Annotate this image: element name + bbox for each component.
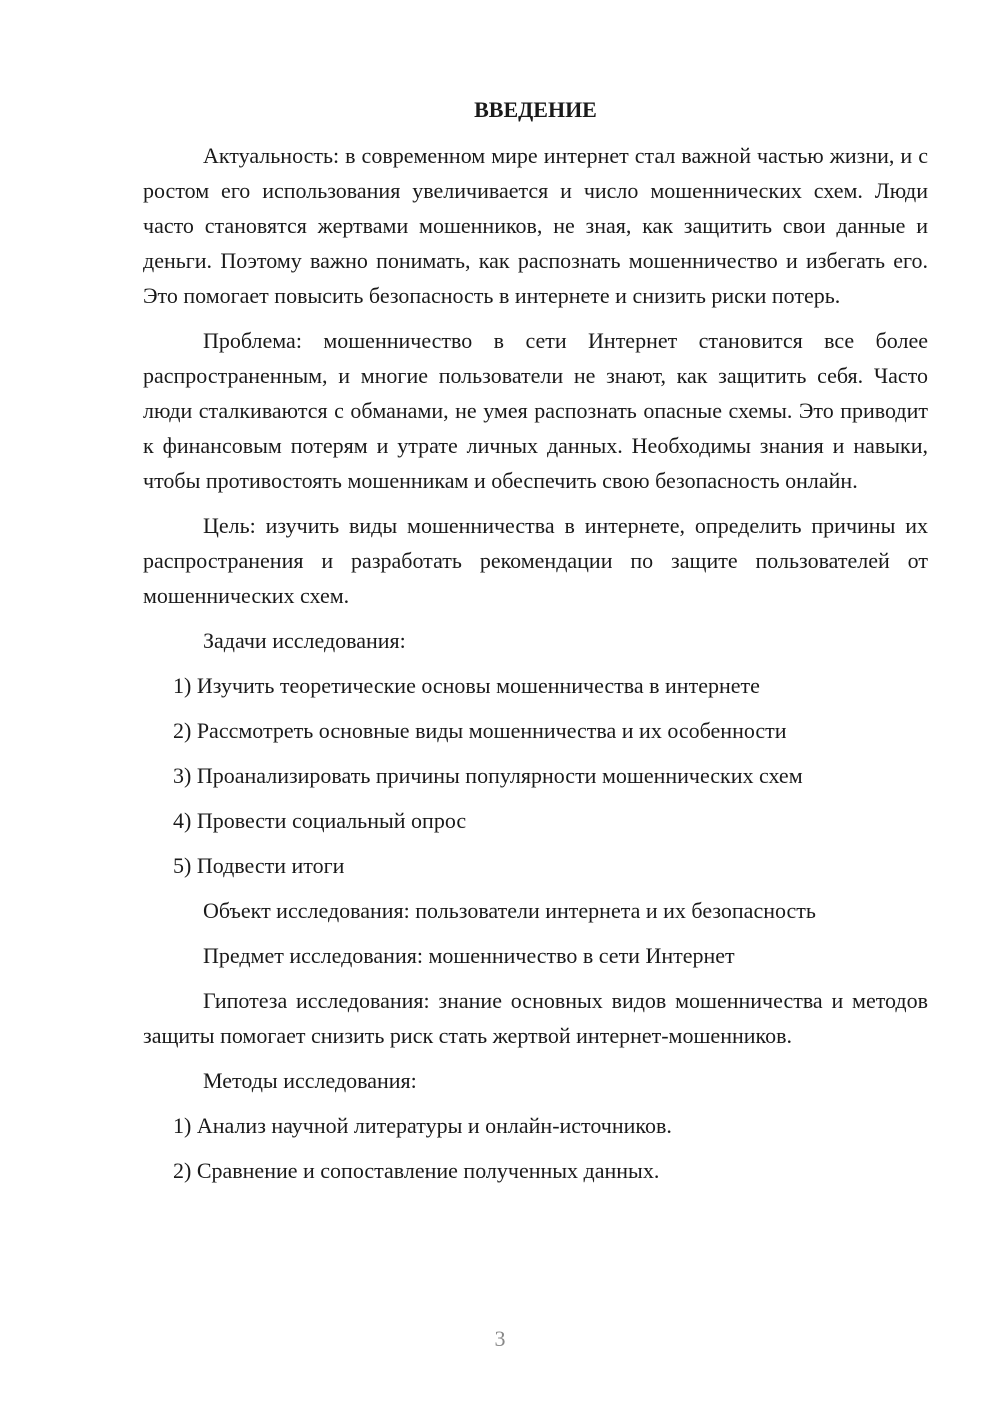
problem-paragraph: Проблема: мошенничество в сети Интернет становится все более распространенным, и многие пользователи не знают, как защитить себя. Часто люди сталкиваются с обманами, не умея распознать опасные схемы. Это приводит к финансовым потерям и утрате личных данных. Необходимы знания и навыки, чтобы противостоять мошенникам и обеспечить свою безопасность онлайн. (143, 328, 928, 493)
relevance-paragraph: Актуальность: в современном мире интернет стал важной частью жизни, и с ростом его использования увеличивается и число мошеннических схем. Люди часто становятся жертвами мошенников, не зная, как защитить свои данные и деньги. Поэтому важно понимать, как распознать мошенничество и избегать его. Это помогает повысить безопасность в интернете и снизить риски потерь. (143, 143, 928, 308)
research-object: Объект исследования: пользователи интернета и их безопасность (203, 898, 816, 923)
hypothesis-paragraph: Гипотеза исследования: знание основных видов мошенничества и методов защиты помогает снизить риск стать жертвой интернет-мошенников. (143, 988, 928, 1048)
document-page (143, 92, 928, 1198)
task-item: 2) Рассмотреть основные виды мошенничества и их особенности (173, 718, 787, 743)
section-title: ВВЕДЕНИЕ (474, 97, 597, 122)
task-item: 3) Проанализировать причины популярности мошеннических схем (173, 763, 803, 788)
method-item: 1) Анализ научной литературы и онлайн-источников. (173, 1113, 672, 1138)
page-number: 3 (494, 1326, 506, 1351)
methods-heading: Методы исследования: (203, 1068, 417, 1093)
task-item: 5) Подвести итоги (173, 853, 345, 878)
research-subject: Предмет исследования: мошенничество в сети Интернет (203, 943, 735, 968)
tasks-heading: Задачи исследования: (203, 628, 406, 653)
task-item: 1) Изучить теоретические основы мошенничества в интернете (173, 673, 760, 698)
method-item: 2) Сравнение и сопоставление полученных данных. (173, 1158, 660, 1183)
goal-paragraph: Цель: изучить виды мошенничества в интернете, определить причины их распространения и разработать рекомендации по защите пользователей от мошеннических схем. (143, 513, 928, 608)
task-item: 4) Провести социальный опрос (173, 808, 467, 833)
